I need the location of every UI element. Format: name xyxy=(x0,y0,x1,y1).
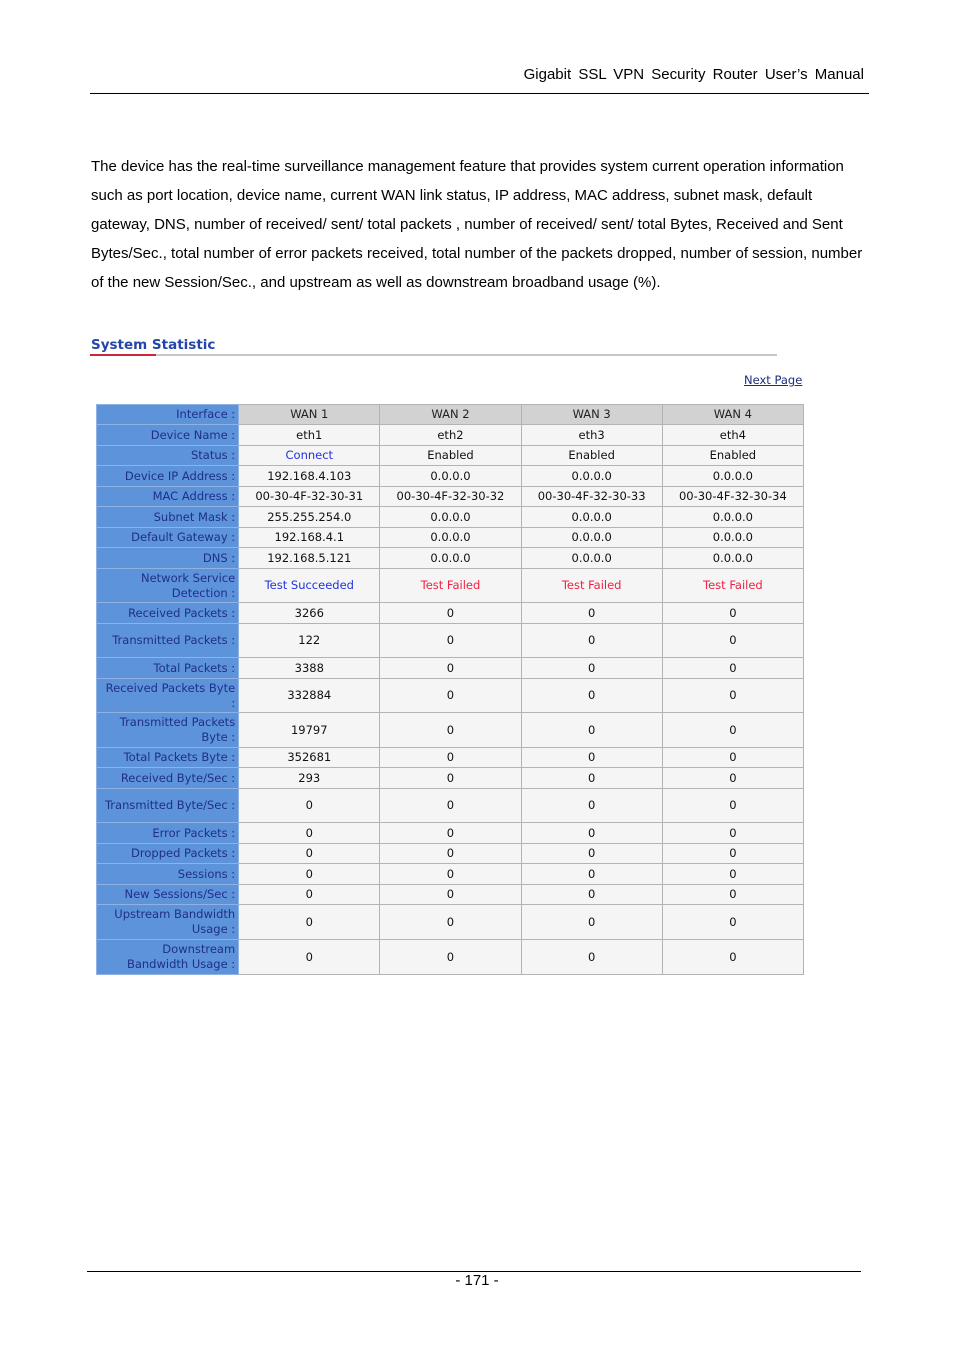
table-row xyxy=(97,405,804,425)
next-page-link[interactable]: Next Page xyxy=(744,373,803,387)
table-cell: 0 xyxy=(239,905,380,940)
table-cell: eth4 xyxy=(662,425,803,446)
table-cell: 0 xyxy=(380,624,521,658)
table-row xyxy=(97,823,804,844)
table-cell: 0 xyxy=(662,864,803,885)
table-cell: 3388 xyxy=(239,658,380,679)
row-label: Transmitted Packets : xyxy=(97,624,239,658)
interface-header-cell: WAN 1 xyxy=(239,405,380,425)
table-cell: 192.168.5.121 xyxy=(239,548,380,569)
table-cell: Test Succeeded xyxy=(239,569,380,603)
table-cell: 0 xyxy=(380,940,521,975)
table-cell: 0 xyxy=(380,823,521,844)
table-cell: 0 xyxy=(380,713,521,748)
table-cell: 293 xyxy=(239,768,380,789)
table-cell: 0 xyxy=(662,905,803,940)
interface-header-cell: WAN 4 xyxy=(662,405,803,425)
table-cell: 0 xyxy=(380,864,521,885)
table-row xyxy=(97,446,804,466)
table-cell: Enabled xyxy=(521,446,662,466)
table-row xyxy=(97,748,804,768)
row-label: Transmitted Packets Byte : xyxy=(97,713,239,748)
row-label: Received Packets Byte : xyxy=(97,679,239,713)
row-label: Network Service Detection : xyxy=(97,569,239,603)
table-cell: 0 xyxy=(662,713,803,748)
table-cell: 0 xyxy=(662,768,803,789)
table-cell: 0 xyxy=(521,624,662,658)
table-cell: 192.168.4.1 xyxy=(239,528,380,548)
table-cell: 0 xyxy=(239,885,380,905)
table-cell: eth2 xyxy=(380,425,521,446)
intro-paragraph: The device has the real-time surveillance management feature that provides system current operation information such as port location, device name, current WAN link status, IP address, MAC address, subnet mask, default gateway, DNS, number of received/ sent/ total packets , number of received/ sent/ total Bytes, Received and Sent Bytes/Sec., total number of error packets received, total number of the packets dropped, number of session, number of the new Session/Sec., and upstream as well as downstream broadband usage (%). xyxy=(91,158,863,291)
table-cell: 0 xyxy=(380,768,521,789)
row-label: New Sessions/Sec : xyxy=(97,885,239,905)
table-cell: 0 xyxy=(521,658,662,679)
table-cell: 00-30-4F-32-30-32 xyxy=(380,487,521,507)
table-cell: 0 xyxy=(662,624,803,658)
table-cell: Test Failed xyxy=(662,569,803,603)
table-cell: 0 xyxy=(239,940,380,975)
table-cell: Enabled xyxy=(380,446,521,466)
table-row xyxy=(97,844,804,864)
table-cell: 0 xyxy=(521,713,662,748)
table-cell: 0 xyxy=(662,679,803,713)
table-cell: 0.0.0.0 xyxy=(521,466,662,487)
row-label: Subnet Mask : xyxy=(97,507,239,528)
row-label: Downstream Bandwidth Usage : xyxy=(97,940,239,975)
table-cell: eth3 xyxy=(521,425,662,446)
table-cell: 0 xyxy=(521,905,662,940)
table-row xyxy=(97,466,804,487)
table-cell: 0 xyxy=(380,885,521,905)
table-cell: 0 xyxy=(521,940,662,975)
row-label: Sessions : xyxy=(97,864,239,885)
table-row xyxy=(97,885,804,905)
table-cell: 0 xyxy=(521,679,662,713)
interface-header-cell: WAN 2 xyxy=(380,405,521,425)
table-cell: 0.0.0.0 xyxy=(380,507,521,528)
row-label: MAC Address : xyxy=(97,487,239,507)
table-cell: 0 xyxy=(662,940,803,975)
table-cell: 0 xyxy=(662,789,803,823)
table-cell: 0 xyxy=(239,844,380,864)
table-row xyxy=(97,603,804,624)
table-cell: 0.0.0.0 xyxy=(521,548,662,569)
row-label: Transmitted Byte/Sec : xyxy=(97,789,239,823)
table-cell: 0 xyxy=(380,789,521,823)
table-cell: 0 xyxy=(521,844,662,864)
table-cell: 0 xyxy=(521,864,662,885)
table-cell: 0 xyxy=(380,748,521,768)
table-row xyxy=(97,905,804,940)
table-cell: 0 xyxy=(662,603,803,624)
table-cell: 192.168.4.103 xyxy=(239,466,380,487)
row-label: Received Byte/Sec : xyxy=(97,768,239,789)
table-cell: 0 xyxy=(662,823,803,844)
table-cell: 0.0.0.0 xyxy=(662,466,803,487)
table-row xyxy=(97,569,804,603)
table-cell: 122 xyxy=(239,624,380,658)
table-row xyxy=(97,425,804,446)
table-cell: Test Failed xyxy=(521,569,662,603)
table-cell: 0 xyxy=(239,864,380,885)
table-cell: 0.0.0.0 xyxy=(662,528,803,548)
table-row xyxy=(97,679,804,713)
table-cell: 0.0.0.0 xyxy=(380,466,521,487)
table-cell: 0 xyxy=(521,823,662,844)
table-cell: 0 xyxy=(521,748,662,768)
table-cell: 00-30-4F-32-30-34 xyxy=(662,487,803,507)
table-cell: 0 xyxy=(521,603,662,624)
table-row xyxy=(97,713,804,748)
row-label: Received Packets : xyxy=(97,603,239,624)
table-row xyxy=(97,507,804,528)
row-label: Upstream Bandwidth Usage : xyxy=(97,905,239,940)
row-label: Default Gateway : xyxy=(97,528,239,548)
table-row xyxy=(97,658,804,679)
row-label: Error Packets : xyxy=(97,823,239,844)
header-divider xyxy=(90,93,869,94)
table-cell: 0 xyxy=(380,603,521,624)
table-row xyxy=(97,864,804,885)
table-cell: 00-30-4F-32-30-33 xyxy=(521,487,662,507)
table-cell: 0 xyxy=(380,679,521,713)
section-divider xyxy=(90,354,777,356)
table-cell: 0 xyxy=(662,844,803,864)
row-label: Interface : xyxy=(97,405,239,425)
section-divider-accent xyxy=(90,354,156,356)
table-cell: 0.0.0.0 xyxy=(380,528,521,548)
system-statistic-table xyxy=(96,404,804,975)
page-number: - 171 - xyxy=(455,1272,499,1289)
table-cell: 0.0.0.0 xyxy=(521,507,662,528)
table-row xyxy=(97,548,804,569)
table-cell: 0 xyxy=(662,885,803,905)
table-cell: 0 xyxy=(380,844,521,864)
table-cell: 0 xyxy=(239,823,380,844)
table-cell: 0.0.0.0 xyxy=(380,548,521,569)
row-label: Total Packets : xyxy=(97,658,239,679)
table-row xyxy=(97,487,804,507)
row-label: Device Name : xyxy=(97,425,239,446)
table-cell: 0 xyxy=(380,658,521,679)
table-cell: Connect xyxy=(239,446,380,466)
table-cell: Test Failed xyxy=(380,569,521,603)
table-cell: 352681 xyxy=(239,748,380,768)
row-label: Device IP Address : xyxy=(97,466,239,487)
table-cell: 00-30-4F-32-30-31 xyxy=(239,487,380,507)
table-cell: 255.255.254.0 xyxy=(239,507,380,528)
table-cell: 0 xyxy=(521,768,662,789)
table-cell: eth1 xyxy=(239,425,380,446)
table-row xyxy=(97,789,804,823)
table-cell: 3266 xyxy=(239,603,380,624)
table-cell: Enabled xyxy=(662,446,803,466)
interface-header-cell: WAN 3 xyxy=(521,405,662,425)
table-cell: 0.0.0.0 xyxy=(662,507,803,528)
table-row xyxy=(97,624,804,658)
table-cell: 0 xyxy=(521,789,662,823)
running-header: Gigabit SSL VPN Security Router User’s Manual xyxy=(523,66,864,83)
row-label: Status : xyxy=(97,446,239,466)
table-cell: 0 xyxy=(239,789,380,823)
table-cell: 0.0.0.0 xyxy=(662,548,803,569)
table-cell: 332884 xyxy=(239,679,380,713)
table-cell: 0 xyxy=(380,905,521,940)
table-row xyxy=(97,768,804,789)
table-cell: 0 xyxy=(662,658,803,679)
table-cell: 19797 xyxy=(239,713,380,748)
row-label: Dropped Packets : xyxy=(97,844,239,864)
table-cell: 0 xyxy=(521,885,662,905)
table-row xyxy=(97,940,804,975)
row-label: DNS : xyxy=(97,548,239,569)
row-label: Total Packets Byte : xyxy=(97,748,239,768)
table-row xyxy=(97,528,804,548)
table-cell: 0.0.0.0 xyxy=(521,528,662,548)
table-cell: 0 xyxy=(662,748,803,768)
section-title: System Statistic xyxy=(91,337,216,353)
